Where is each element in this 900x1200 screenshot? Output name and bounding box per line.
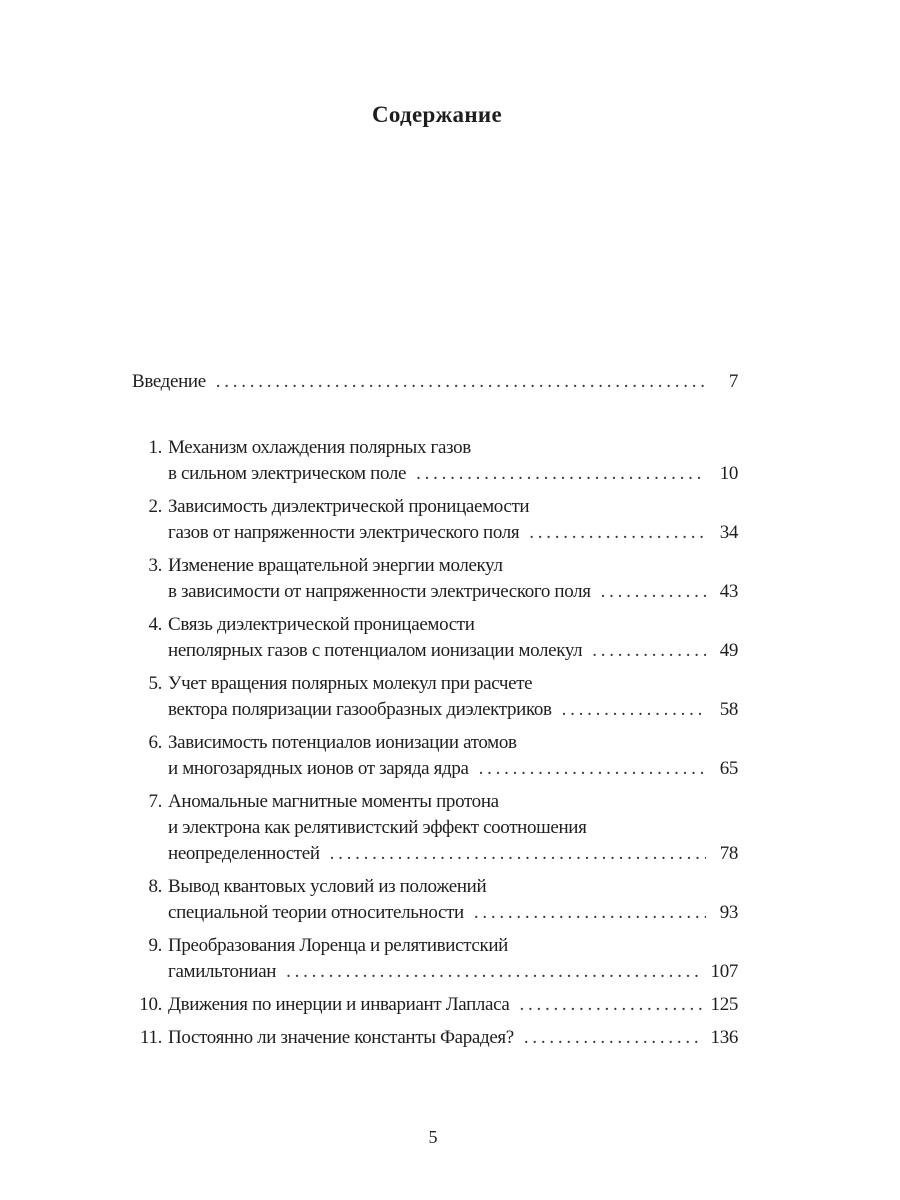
toc-entry-title: и многозарядных ионов от заряда ядра xyxy=(168,758,469,779)
toc-page-number: 125 xyxy=(710,994,738,1015)
toc-entry-title: неполярных газов с потенциалом ионизации молекул xyxy=(168,640,583,661)
dot-leader xyxy=(562,697,706,723)
toc-entry-line xyxy=(168,671,738,697)
toc-entry-line xyxy=(168,900,738,926)
toc-entry-title: Вывод квантовых условий из положений xyxy=(168,876,487,897)
dot-leader xyxy=(524,1025,703,1051)
toc-entry-line xyxy=(168,697,738,723)
toc-entry-number: 2. xyxy=(148,496,162,517)
dot-leader xyxy=(479,756,706,782)
dot-leader xyxy=(592,638,706,664)
toc-entry-number: 1. xyxy=(148,437,162,458)
toc-entry-line xyxy=(168,612,738,638)
toc-entry-line xyxy=(168,1025,738,1051)
toc-entry xyxy=(132,874,738,926)
toc-entry-body xyxy=(168,789,738,867)
dot-leader xyxy=(474,900,706,926)
toc-entry-line xyxy=(168,638,738,664)
toc-entry-number: 8. xyxy=(148,876,162,897)
toc-entry-body xyxy=(168,494,738,546)
toc-page-number: 49 xyxy=(719,640,738,661)
toc-entry xyxy=(132,553,738,605)
toc-entry-line xyxy=(168,520,738,546)
toc-entry-number: 7. xyxy=(148,791,162,812)
toc-entry-body xyxy=(168,992,738,1018)
toc-entry-title: в сильном электрическом поле xyxy=(168,463,407,484)
toc-entry-introduction xyxy=(132,369,738,395)
toc-entry-line xyxy=(168,494,738,520)
toc-entry-title: Введение xyxy=(132,371,206,392)
toc-page-number: 58 xyxy=(719,699,738,720)
toc-entry-title: Механизм охлаждения полярных газов xyxy=(168,437,471,458)
toc-entry-body xyxy=(168,553,738,605)
toc-entry-line xyxy=(168,730,738,756)
toc-entry xyxy=(132,1025,738,1051)
page-title: Содержание xyxy=(372,102,502,127)
toc-entry-line xyxy=(168,789,738,815)
toc-entry-number: 3. xyxy=(148,555,162,576)
toc-entry-body xyxy=(168,671,738,723)
toc-entry-title: в зависимости от напряженности электрического поля xyxy=(168,581,591,602)
toc-entry-number: 9. xyxy=(148,935,162,956)
toc-entry xyxy=(132,992,738,1018)
dot-leader xyxy=(416,461,706,487)
toc-page-number: 136 xyxy=(710,1027,738,1048)
toc-entry-line xyxy=(168,933,738,959)
toc-entry-number: 4. xyxy=(148,614,162,635)
toc-page-number: 10 xyxy=(719,463,738,484)
toc-entry-title: Связь диэлектрической проницаемости xyxy=(168,614,475,635)
table-of-contents xyxy=(132,369,738,1058)
toc-entry-title: неопределенностей xyxy=(168,843,320,864)
toc-page-number: 7 xyxy=(728,371,738,392)
toc-entry-body xyxy=(168,435,738,487)
toc-entry-title: специальной теории относительности xyxy=(168,902,464,923)
toc-entry-body xyxy=(168,730,738,782)
dot-leader xyxy=(520,992,703,1018)
toc-entry-title: и электрона как релятивистский эффект соотношения xyxy=(168,817,587,838)
toc-entry-line xyxy=(168,756,738,782)
toc-entry-number: 10. xyxy=(139,994,162,1015)
toc-entry-line xyxy=(168,553,738,579)
dot-leader xyxy=(601,579,706,605)
toc-entry-title: Зависимость диэлектрической проницаемости xyxy=(168,496,530,517)
toc-entry xyxy=(132,933,738,985)
toc-entry-title: Аномальные магнитные моменты протона xyxy=(168,791,499,812)
toc-entry-title: Изменение вращательной энергии молекул xyxy=(168,555,503,576)
toc-entry-body xyxy=(168,1025,738,1051)
toc-entry-title: гамильтониан xyxy=(168,961,277,982)
dot-leader xyxy=(529,520,706,546)
toc-entry-title: Учет вращения полярных молекул при расчете xyxy=(168,673,533,694)
toc-entries xyxy=(132,435,738,1051)
toc-entry-title: Постоянно ли значение константы Фарадея? xyxy=(168,1027,514,1048)
toc-entry-line xyxy=(168,815,738,841)
toc-entry xyxy=(132,730,738,782)
toc-entry-body xyxy=(168,612,738,664)
toc-entry-line xyxy=(168,874,738,900)
toc-entry-title: вектора поляризации газообразных диэлектриков xyxy=(168,699,552,720)
toc-page-number: 93 xyxy=(719,902,738,923)
toc-entry-number: 11. xyxy=(140,1027,162,1048)
toc-page-number: 78 xyxy=(719,843,738,864)
toc-page-number: 107 xyxy=(710,961,738,982)
toc-entry-line xyxy=(168,461,738,487)
dot-leader xyxy=(330,841,706,867)
toc-entry-body xyxy=(168,933,738,985)
toc-page-number: 43 xyxy=(719,581,738,602)
toc-entry-number: 5. xyxy=(148,673,162,694)
toc-entry-line xyxy=(168,959,738,985)
toc-entry xyxy=(132,671,738,723)
toc-entry-title: Преобразования Лоренца и релятивистский xyxy=(168,935,508,956)
toc-entry-line xyxy=(168,992,738,1018)
toc-entry xyxy=(132,612,738,664)
toc-entry-line xyxy=(168,579,738,605)
page-number: 5 xyxy=(428,1127,438,1147)
toc-entry xyxy=(132,494,738,546)
toc-entry-number: 6. xyxy=(148,732,162,753)
toc-entry-line xyxy=(168,841,738,867)
toc-page-number: 65 xyxy=(719,758,738,779)
toc-page-number: 34 xyxy=(719,522,738,543)
dot-leader xyxy=(216,369,706,395)
toc-entry xyxy=(132,435,738,487)
toc-entry-body xyxy=(168,874,738,926)
toc-entry-line xyxy=(168,435,738,461)
toc-entry-title: Движения по инерции и инвариант Лапласа xyxy=(168,994,510,1015)
dot-leader xyxy=(286,959,702,985)
toc-entry xyxy=(132,789,738,867)
toc-entry-title: газов от напряженности электрического поля xyxy=(168,522,520,543)
toc-entry-title: Зависимость потенциалов ионизации атомов xyxy=(168,732,517,753)
